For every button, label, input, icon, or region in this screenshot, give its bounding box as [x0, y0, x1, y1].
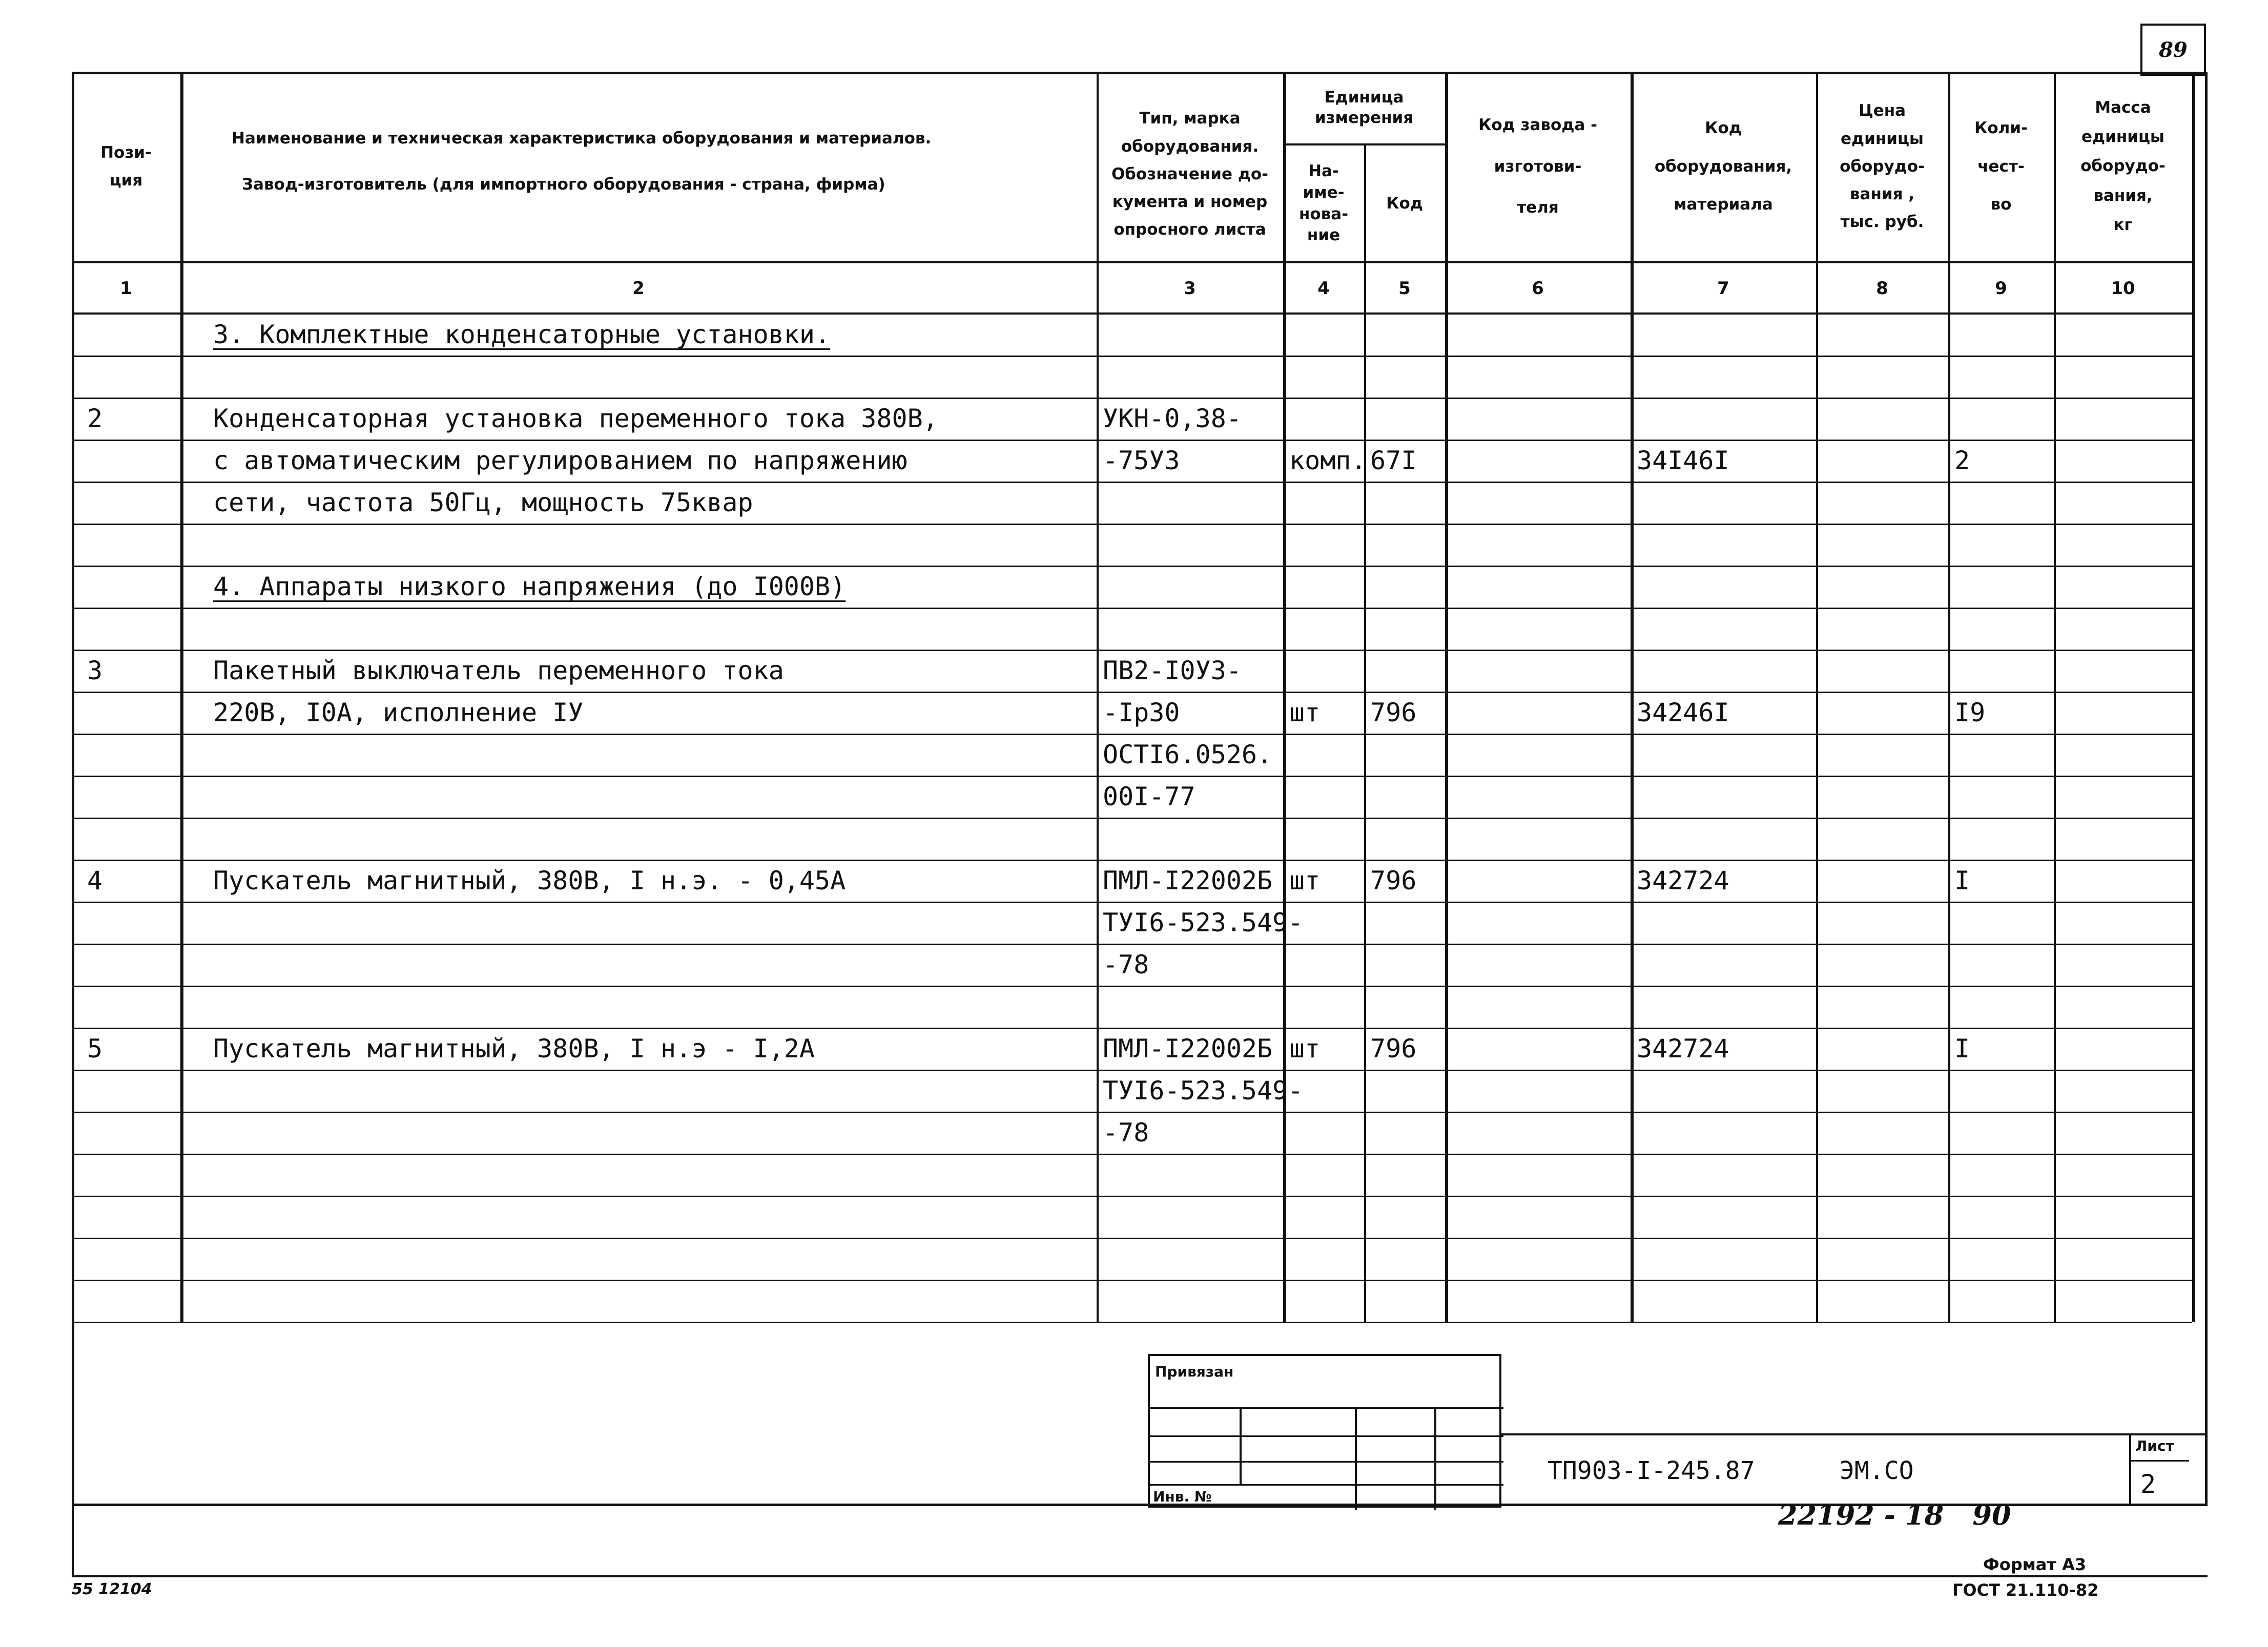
- sheet-label: Лист: [2135, 1437, 2174, 1454]
- cell-mass: [2060, 1281, 2190, 1321]
- cell-equipment-code: [1637, 483, 1814, 523]
- cell-unit: [1289, 483, 1362, 523]
- cell-price: [1822, 1197, 1946, 1237]
- cell-quantity: [1954, 1071, 2052, 1111]
- cell-price: [1822, 945, 1946, 985]
- cell-name: [213, 1197, 1095, 1237]
- cell-unit: [1289, 567, 1362, 607]
- cell-equipment-code: [1637, 1155, 1814, 1195]
- cell-unit: шт: [1289, 1034, 1321, 1064]
- cell-quantity: [1954, 777, 2052, 817]
- cell-mass: [2060, 567, 2190, 607]
- format-label: Формат А3: [1983, 1555, 2087, 1574]
- cell-name: [213, 1071, 1095, 1111]
- cell-quantity: [1954, 1155, 2052, 1195]
- cell-quantity: [1954, 1239, 2052, 1279]
- cell-mfr-code: [1451, 1029, 1628, 1069]
- cell-unit-code: [1370, 609, 1443, 649]
- cell-unit-code: [1370, 819, 1443, 859]
- gost-label: ГОСТ 21.110-82: [1952, 1580, 2099, 1600]
- cell-unit: [1289, 399, 1362, 439]
- cell-price: [1822, 1281, 1946, 1321]
- cell-mass: [2060, 861, 2190, 901]
- cell-quantity: [1954, 735, 2052, 775]
- cell-type: [1103, 609, 1281, 649]
- cell-type: ТУI6-523.549-: [1103, 908, 1304, 937]
- cell-quantity: [1954, 483, 2052, 523]
- cell-name: с автоматическим регулированием по напряжению: [213, 446, 908, 475]
- cell-position: [87, 609, 178, 649]
- cell-price: [1822, 1071, 1946, 1111]
- grid-line: [1816, 72, 1818, 1322]
- left-code: 55 12104: [72, 1580, 152, 1598]
- header-equipment-code: Код оборудования, материала: [1654, 119, 1792, 214]
- cell-position: [87, 735, 178, 775]
- cell-mfr-code: [1451, 693, 1628, 733]
- cell-name: Пакетный выключатель переменного тока: [213, 656, 784, 685]
- colnum-7: 7: [1717, 278, 1729, 299]
- colnum-4: 4: [1317, 278, 1330, 299]
- cell-price: [1822, 399, 1946, 439]
- cell-unit-code: [1370, 1113, 1443, 1153]
- cell-price: [1822, 357, 1946, 397]
- cell-type: ПМЛ-I22002Б: [1103, 1034, 1273, 1064]
- cell-name: [213, 735, 1095, 775]
- cell-position: [87, 987, 178, 1027]
- cell-mass: [2060, 987, 2190, 1027]
- cell-position: [87, 1197, 178, 1237]
- cell-equipment-code: 34I46I: [1637, 446, 1729, 475]
- cell-quantity: [1954, 357, 2052, 397]
- cell-mfr-code: [1451, 1113, 1628, 1153]
- cell-equipment-code: [1637, 1281, 1814, 1321]
- cell-unit: [1289, 819, 1362, 859]
- inv-number-label: Инв. №: [1153, 1488, 1212, 1505]
- cell-position: [87, 483, 178, 523]
- cell-quantity: [1954, 525, 2052, 565]
- cell-quantity: [1954, 609, 2052, 649]
- cell-position: [87, 441, 178, 481]
- cell-mfr-code: [1451, 609, 1628, 649]
- cell-mass: [2060, 903, 2190, 943]
- cell-name: сети, частота 50Гц, мощность 75квар: [213, 488, 753, 517]
- cell-unit: [1289, 735, 1362, 775]
- cell-name: [213, 609, 1095, 649]
- cell-mfr-code: [1451, 777, 1628, 817]
- cell-mass: [2060, 1197, 2190, 1237]
- cell-unit-code: [1370, 987, 1443, 1027]
- cell-type: -Ip30: [1103, 698, 1180, 727]
- grid-line: [1283, 72, 1286, 1322]
- cell-unit: [1289, 1155, 1362, 1195]
- cell-mass: [2060, 735, 2190, 775]
- cell-unit-code: 796: [1370, 1034, 1417, 1064]
- cell-price: [1822, 1239, 1946, 1279]
- cell-mass: [2060, 693, 2190, 733]
- grid-line: [72, 1322, 2192, 1323]
- cell-unit: [1289, 1197, 1362, 1237]
- cell-name: [213, 903, 1095, 943]
- page-number-box: [2140, 24, 2206, 76]
- cell-equipment-code: 342724: [1637, 1034, 1729, 1064]
- cell-unit-code: [1370, 651, 1443, 691]
- cell-unit: [1289, 315, 1362, 355]
- cell-unit: [1289, 987, 1362, 1027]
- grid-line: [2054, 72, 2056, 1322]
- cell-mass: [2060, 357, 2190, 397]
- colnum-3: 3: [1184, 278, 1196, 299]
- cell-mfr-code: [1451, 651, 1628, 691]
- cell-unit-code: 796: [1370, 698, 1417, 727]
- cell-equipment-code: [1637, 399, 1814, 439]
- cell-type: [1103, 987, 1281, 1027]
- header-name: [180, 72, 1097, 261]
- cell-unit-code: [1370, 1155, 1443, 1195]
- cell-position: [87, 1113, 178, 1153]
- cell-mfr-code: [1451, 567, 1628, 607]
- cell-type: [1103, 1281, 1281, 1321]
- cell-equipment-code: [1637, 735, 1814, 775]
- cell-unit-code: [1370, 525, 1443, 565]
- cell-position: 5: [87, 1034, 103, 1064]
- cell-unit-code: [1370, 903, 1443, 943]
- cell-type: ТУI6-523.549-: [1103, 1076, 1304, 1106]
- cell-quantity: [1954, 399, 2052, 439]
- cell-mfr-code: [1451, 861, 1628, 901]
- cell-equipment-code: [1637, 1239, 1814, 1279]
- colnum-6: 6: [1532, 278, 1544, 299]
- cell-mfr-code: [1451, 903, 1628, 943]
- cell-position: [87, 819, 178, 859]
- cell-mfr-code: [1451, 315, 1628, 355]
- cell-mfr-code: [1451, 1155, 1628, 1195]
- cell-position: [87, 693, 178, 733]
- cell-price: [1822, 693, 1946, 733]
- cell-position: [87, 357, 178, 397]
- cell-name: 4. Аппараты низкого напряжения (до I000В): [213, 572, 846, 601]
- cell-name: 3. Комплектные конденсаторные установки.: [213, 320, 831, 349]
- cell-mass: [2060, 1155, 2190, 1195]
- header-price: Цена единицы оборудо- вания , тыс. руб.: [1840, 101, 1925, 232]
- cell-mass: [2060, 1029, 2190, 1069]
- grid-line: [1364, 143, 1366, 1322]
- cell-equipment-code: [1637, 1197, 1814, 1237]
- cell-price: [1822, 567, 1946, 607]
- privyazan-stamp: [1148, 1354, 1501, 1508]
- cell-position: [87, 903, 178, 943]
- cell-position: 2: [87, 404, 103, 433]
- grid-line: [1097, 72, 1099, 1322]
- cell-quantity: [1954, 567, 2052, 607]
- cell-type: ПМЛ-I22002Б: [1103, 866, 1273, 895]
- cell-mfr-code: [1451, 399, 1628, 439]
- cell-quantity: [1954, 987, 2052, 1027]
- cell-mass: [2060, 609, 2190, 649]
- cell-price: [1822, 861, 1946, 901]
- cell-type: [1103, 483, 1281, 523]
- cell-unit-code: [1370, 483, 1443, 523]
- colnum-5: 5: [1398, 278, 1411, 299]
- cell-quantity: I9: [1954, 698, 1986, 727]
- cell-unit: [1289, 609, 1362, 649]
- cell-quantity: [1954, 819, 2052, 859]
- header-position: Пози- ция: [100, 143, 152, 190]
- left-margin-rule: [72, 1506, 74, 1575]
- document-code: ТП903-I-245.87: [1548, 1456, 1755, 1485]
- cell-unit-code: 67I: [1370, 446, 1417, 475]
- cell-position: [87, 945, 178, 985]
- cell-unit-code: [1370, 1281, 1443, 1321]
- colnum-9: 9: [1995, 278, 2007, 299]
- cell-equipment-code: [1637, 903, 1814, 943]
- cell-position: 3: [87, 656, 103, 685]
- cell-type: УКН-0,38-: [1103, 404, 1242, 433]
- cell-unit-code: [1370, 399, 1443, 439]
- cell-unit-code: [1370, 735, 1443, 775]
- cell-type: -75У3: [1103, 446, 1180, 475]
- colnum-1: 1: [120, 278, 132, 299]
- cell-unit: [1289, 945, 1362, 985]
- cell-name: [213, 819, 1095, 859]
- cell-price: [1822, 819, 1946, 859]
- cell-mass: [2060, 651, 2190, 691]
- cell-mass: [2060, 399, 2190, 439]
- cell-mfr-code: [1451, 1197, 1628, 1237]
- cell-type: [1103, 315, 1281, 355]
- cell-name: [213, 1239, 1095, 1279]
- cell-quantity: [1954, 903, 2052, 943]
- grid-line: [180, 72, 183, 1322]
- cell-equipment-code: [1637, 1113, 1814, 1153]
- cell-quantity: [1954, 1197, 2052, 1237]
- colnum-8: 8: [1876, 278, 1888, 299]
- cell-equipment-code: [1637, 525, 1814, 565]
- cell-mass: [2060, 1239, 2190, 1279]
- cell-position: [87, 777, 178, 817]
- cell-position: [87, 1155, 178, 1195]
- cell-name: Пускатель магнитный, 380В, I н.э. - 0,45А: [213, 866, 846, 895]
- cell-type: -78: [1103, 950, 1149, 979]
- cell-type: ОСТI6.0526.: [1103, 740, 1273, 769]
- handwritten-number: 22192 - 18 90: [1778, 1498, 2011, 1531]
- cell-mfr-code: [1451, 441, 1628, 481]
- cell-name: [213, 945, 1095, 985]
- cell-price: [1822, 735, 1946, 775]
- grid-line: [1631, 72, 1634, 1322]
- cell-mass: [2060, 441, 2190, 481]
- cell-price: [1822, 525, 1946, 565]
- cell-type: [1103, 357, 1281, 397]
- cell-price: [1822, 1029, 1946, 1069]
- cell-name: [213, 525, 1095, 565]
- cell-quantity: [1954, 1281, 2052, 1321]
- header-name-line2: Завод-изготовитель (для импортного оборудования - страна, фирма): [242, 175, 885, 194]
- cell-mass: [2060, 1113, 2190, 1153]
- cell-name: Пускатель магнитный, 380В, I н.э - I,2А: [213, 1034, 815, 1064]
- cell-position: [87, 525, 178, 565]
- cell-price: [1822, 609, 1946, 649]
- cell-name: [213, 1155, 1095, 1195]
- header-name-line1: Наименование и техническая характеристика оборудования и материалов.: [232, 129, 932, 148]
- cell-unit: [1289, 1113, 1362, 1153]
- cell-mfr-code: [1451, 819, 1628, 859]
- cell-type: 00I-77: [1103, 782, 1195, 811]
- cell-mass: [2060, 315, 2190, 355]
- cell-quantity: [1954, 1113, 2052, 1153]
- cell-name: [213, 777, 1095, 817]
- cell-unit: [1289, 651, 1362, 691]
- cell-name: [213, 1281, 1095, 1321]
- cell-unit: [1289, 1239, 1362, 1279]
- cell-mfr-code: [1451, 945, 1628, 985]
- document-mark: ЭМ.СО: [1840, 1456, 1914, 1485]
- cell-equipment-code: [1637, 987, 1814, 1027]
- cell-price: [1822, 1113, 1946, 1153]
- cell-mass: [2060, 777, 2190, 817]
- cell-unit-code: [1370, 315, 1443, 355]
- cell-name: [213, 357, 1095, 397]
- cell-unit-code: [1370, 777, 1443, 817]
- cell-mfr-code: [1451, 1281, 1628, 1321]
- colnum-10: 10: [2111, 278, 2135, 299]
- cell-price: [1822, 315, 1946, 355]
- cell-mass: [2060, 525, 2190, 565]
- cell-unit: [1289, 357, 1362, 397]
- grid-line: [2192, 72, 2195, 1322]
- cell-equipment-code: [1637, 315, 1814, 355]
- cell-name: 220В, I0А, исполнение IУ: [213, 698, 584, 727]
- cell-type: [1103, 1155, 1281, 1195]
- cell-position: [87, 1239, 178, 1279]
- cell-mass: [2060, 819, 2190, 859]
- cell-quantity: [1954, 315, 2052, 355]
- cell-price: [1822, 777, 1946, 817]
- grid-line: [72, 261, 2192, 263]
- cell-type: ПВ2-I0У3-: [1103, 656, 1242, 685]
- cell-mfr-code: [1451, 987, 1628, 1027]
- cell-price: [1822, 903, 1946, 943]
- cell-type: [1103, 1197, 1281, 1237]
- cell-quantity: 2: [1954, 446, 1970, 475]
- cell-type: [1103, 525, 1281, 565]
- cell-mfr-code: [1451, 525, 1628, 565]
- cell-unit-code: [1370, 1239, 1443, 1279]
- cell-mfr-code: [1451, 735, 1628, 775]
- cell-mass: [2060, 483, 2190, 523]
- cell-mfr-code: [1451, 1071, 1628, 1111]
- cell-equipment-code: 34246I: [1637, 698, 1729, 727]
- colnum-2: 2: [632, 278, 645, 299]
- cell-equipment-code: [1637, 777, 1814, 817]
- cell-type: [1103, 819, 1281, 859]
- cell-unit-code: [1370, 357, 1443, 397]
- cell-equipment-code: [1637, 819, 1814, 859]
- cell-mass: [2060, 1071, 2190, 1111]
- cell-unit-code: [1370, 1071, 1443, 1111]
- cell-quantity: [1954, 651, 2052, 691]
- cell-equipment-code: [1637, 609, 1814, 649]
- header-unit: Единица измерения: [1314, 88, 1414, 127]
- cell-price: [1822, 1155, 1946, 1195]
- cell-position: 4: [87, 866, 103, 895]
- cell-name: [213, 987, 1095, 1027]
- cell-unit: [1289, 525, 1362, 565]
- cell-unit: [1289, 903, 1362, 943]
- cell-type: -78: [1103, 1118, 1149, 1148]
- cell-equipment-code: [1637, 567, 1814, 607]
- cell-unit: [1289, 1071, 1362, 1111]
- cell-name: [213, 1113, 1095, 1153]
- header-type: Тип, марка оборудования. Обозначение до- кумента и номер опросного листа: [1111, 109, 1269, 239]
- cell-position: [87, 1281, 178, 1321]
- page-number: 89: [2159, 37, 2188, 62]
- cell-equipment-code: [1637, 357, 1814, 397]
- title-block: [72, 1331, 2208, 1506]
- cell-price: [1822, 987, 1946, 1027]
- cell-equipment-code: [1637, 1071, 1814, 1111]
- privyazan-label: Привязан: [1155, 1363, 1234, 1380]
- cell-unit: шт: [1289, 866, 1321, 895]
- cell-mass: [2060, 945, 2190, 985]
- cell-unit-code: 796: [1370, 866, 1417, 895]
- cell-position: [87, 1071, 178, 1111]
- cell-position: [87, 315, 178, 355]
- bottom-rule: [72, 1575, 2208, 1577]
- cell-unit: [1289, 777, 1362, 817]
- cell-mfr-code: [1451, 483, 1628, 523]
- cell-equipment-code: [1637, 945, 1814, 985]
- cell-type: [1103, 567, 1281, 607]
- sheet-box: [2129, 1433, 2187, 1506]
- cell-quantity: [1954, 945, 2052, 985]
- header-mass: Масса единицы оборудо- вания, кг: [2080, 98, 2166, 235]
- cell-unit: комп.: [1289, 446, 1367, 475]
- cell-equipment-code: [1637, 651, 1814, 691]
- cell-name: Конденсаторная установка переменного тока 380В,: [213, 404, 938, 433]
- cell-unit-code: [1370, 567, 1443, 607]
- cell-equipment-code: 342724: [1637, 866, 1729, 895]
- cell-type: [1103, 1239, 1281, 1279]
- grid-line: [1445, 72, 1448, 1322]
- sheet-number: 2: [2140, 1469, 2156, 1499]
- cell-quantity: I: [1954, 866, 1970, 895]
- cell-price: [1822, 483, 1946, 523]
- grid-line: [1948, 72, 1950, 1322]
- header-unit-name: На- име- нова- ние: [1298, 161, 1349, 245]
- cell-price: [1822, 651, 1946, 691]
- cell-unit: [1289, 1281, 1362, 1321]
- cell-unit-code: [1370, 1197, 1443, 1237]
- header-unit-code: Код: [1386, 194, 1423, 213]
- header-mfr-code: Код завода - изготови- теля: [1478, 116, 1597, 217]
- cell-unit: шт: [1289, 698, 1321, 727]
- header-quantity: Коли- чест- во: [1974, 119, 2028, 214]
- cell-price: [1822, 441, 1946, 481]
- cell-position: [87, 567, 178, 607]
- cell-mfr-code: [1451, 357, 1628, 397]
- cell-mfr-code: [1451, 1239, 1628, 1279]
- cell-unit-code: [1370, 945, 1443, 985]
- cell-quantity: I: [1954, 1034, 1970, 1064]
